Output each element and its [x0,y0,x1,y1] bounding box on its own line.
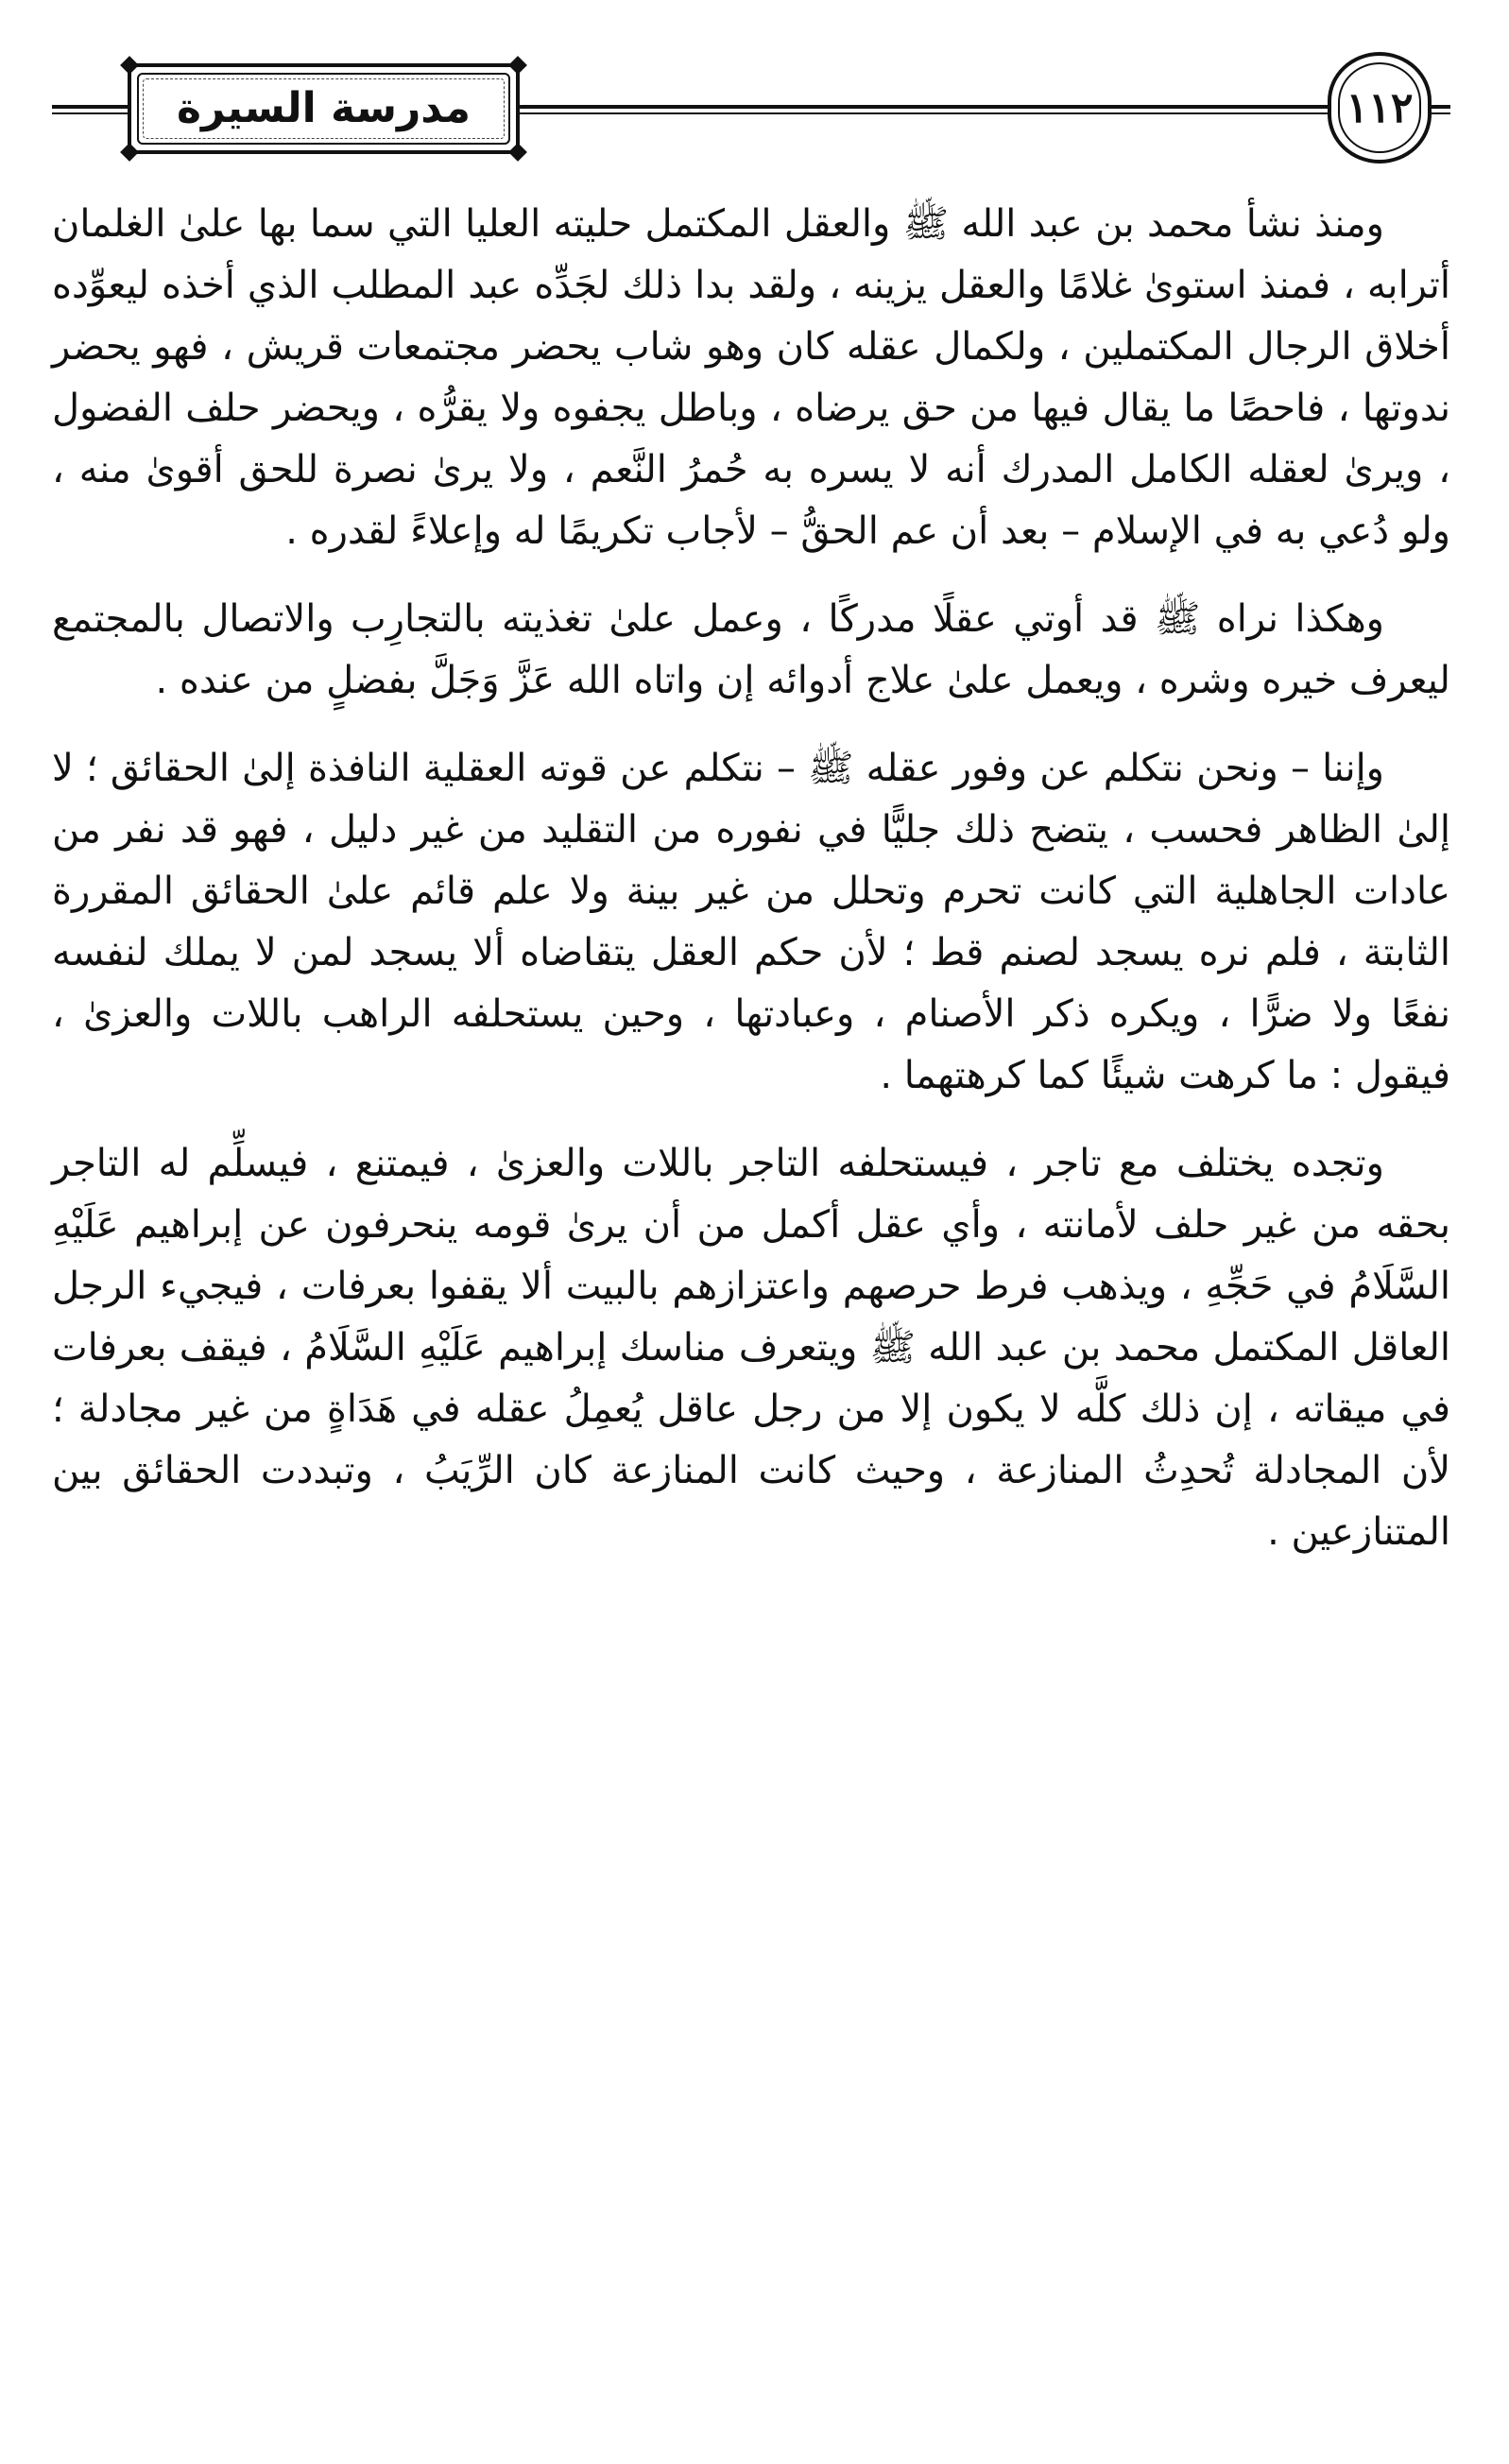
header-rule-right [1432,105,1450,114]
ornament-corner-icon [120,56,139,75]
paragraph: وتجده يختلف مع تاجر ، فيستحلفه التاجر باللات والعزىٰ ، فيمتنع ، فيسلِّم له التاجر بحقه من غير حلف لأمانته ، وأي عقل أكمل من أن يرىٰ قومه ينحرفون عن إبراهيم عَلَيْهِ السَّلَامُ في حَجِّهِ ، ويذهب فرط حرصهم واعتزازهم بالبيت ألا يقفوا بعرفات ، فيجيء الرجل العاقل المكتمل محمد بن عبد الله ﷺ ويتعرف مناسك إبراهيم عَلَيْهِ السَّلَامُ ، فيقف بعرفات في ميقاته ، إن ذلك كلَّه لا يكون إلا من رجل عاقل يُعمِلُ عقله في هَدَاةٍ من غير مجادلة ؛ لأن المجادلة تُحدِثُ المنازعة ، وحيث كانت المنازعة كان الرِّيَبُ ، وتبددت الحقائق بين المتنازعين . [52,1142,1450,1554]
book-title: مدرسة السيرة [177,84,471,132]
header-rule-middle [520,105,1328,114]
page-number-badge [1328,52,1432,164]
page-header [52,52,1450,165]
ornament-corner-icon [508,143,527,162]
header-rule-left [52,105,128,114]
page-number: ١١٢ [1346,84,1414,132]
book-title-frame [128,63,520,154]
paragraph: وهكذا نراه ﷺ قد أوتي عقلًا مدركًا ، وعمل علىٰ تغذيته بالتجارِب والاتصال بالمجتمع ليعرف خيره وشره ، ويعمل علىٰ علاج أدوائه إن واتاه الله عَزَّ وَجَلَّ بفضلٍ من عنده . [52,597,1450,702]
page-body [52,194,1450,1590]
ornament-corner-icon [120,143,139,162]
paragraph: ومنذ نشأ محمد بن عبد الله ﷺ والعقل المكتمل حليته العليا التي سما بها علىٰ الغلمان أترابه ، فمنذ استوىٰ غلامًا والعقل يزينه ، ولقد بدا ذلك لجَدِّه عبد المطلب الذي أخذه ليعوِّده أخلاق الرجال المكتملين ، ولكمال عقله كان وهو شاب يحضر مجتمعات قريش ، فهو يحضر ندوتها ، فاحصًا ما يقال فيها من حق يرضاه ، وباطل يجفوه ولا يقرُّه ، ويحضر حلف الفضول ، ويرىٰ لعقله الكامل المدرك أنه لا يسره به حُمرُ النَّعم ، ولا يرىٰ نصرة للحق أقوىٰ منه ، ولو دُعي به في الإسلام – بعد أن عم الحقُّ – لأجاب تكريمًا له وإعلاءً لقدره . [52,202,1450,553]
ornament-corner-icon [508,56,527,75]
paragraph: وإننا – ونحن نتكلم عن وفور عقله ﷺ – نتكلم عن قوته العقلية النافذة إلىٰ الحقائق ؛ لا إلىٰ الظاهر فحسب ، يتضح ذلك جليًّا في نفوره من التقليد من غير دليل ، فهو قد نفر من عادات الجاهلية التي كانت تحرم وتحلل من غير بينة ولا علم قائم علىٰ الحقائق المقررة الثابتة ، فلم نره يسجد لصنم قط ؛ لأن حكم العقل يتقاضاه ألا يسجد لمن لا يملك لنفسه نفعًا ولا ضرًّا ، ويكره ذكر الأصنام ، وعبادتها ، وحين يستحلفه الراهب باللات والعزىٰ ، فيقول : ما كرهت شيئًا كما كرهتهما . [52,747,1450,1097]
